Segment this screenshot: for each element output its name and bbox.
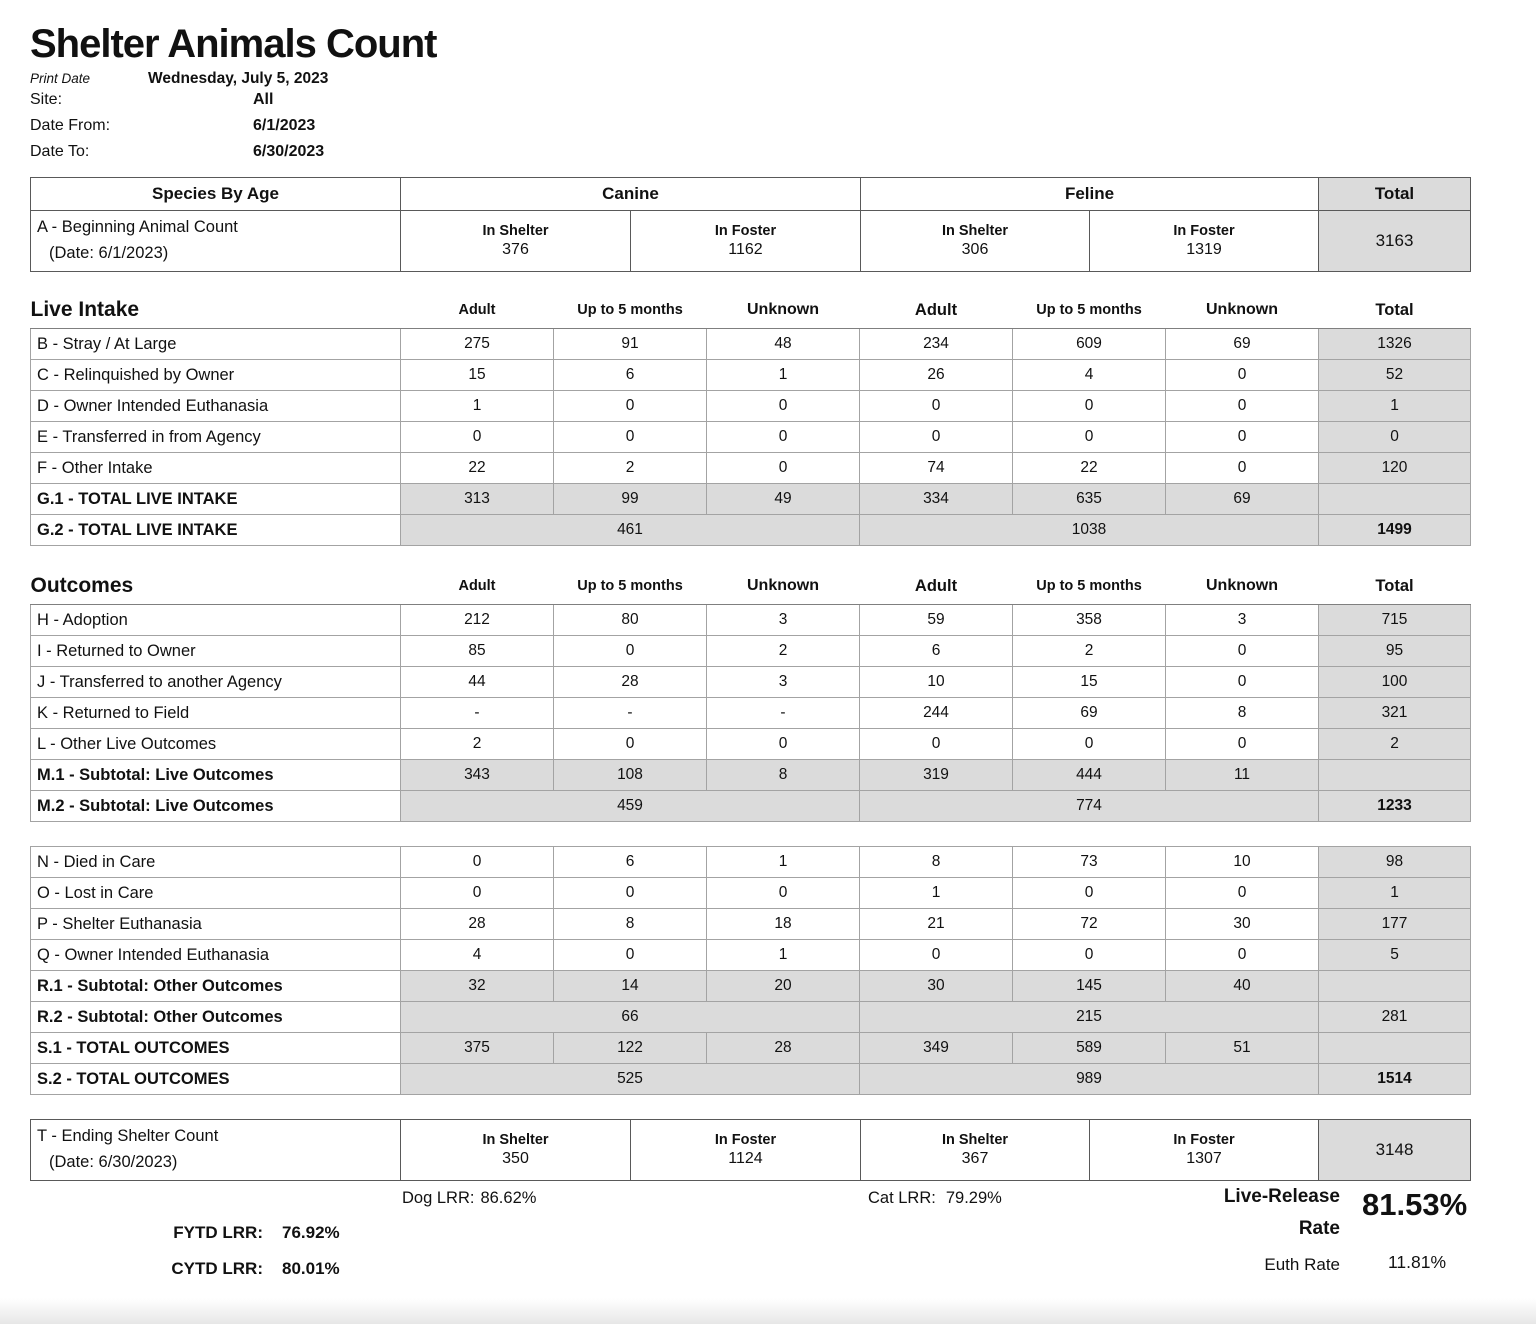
value-cell: 0 — [1013, 878, 1166, 909]
value-cell: 2 — [1013, 636, 1166, 667]
row-label — [31, 1120, 401, 1181]
col-header-feline-unknown: Unknown — [1166, 292, 1319, 329]
table-row — [31, 636, 1471, 667]
row-label: S.1 - TOTAL OUTCOMES — [31, 1033, 401, 1064]
total-cell: 177 — [1319, 909, 1471, 940]
value-cell: 2 — [554, 453, 707, 484]
value-cell: 18 — [707, 909, 860, 940]
table-row — [31, 760, 1471, 791]
report-page — [30, 22, 1470, 1313]
value-cell: 1 — [707, 940, 860, 971]
value-cell: 0 — [401, 847, 554, 878]
feline-subtotal-cell: 1038 — [860, 515, 1319, 546]
cell-value: 376 — [502, 241, 529, 258]
value-cell: 40 — [1166, 971, 1319, 1002]
value-cell: 0 — [1166, 878, 1319, 909]
total-header: Total — [1319, 178, 1471, 211]
table-row — [31, 729, 1471, 760]
total-cell: 0 — [1319, 422, 1471, 453]
total-cell — [1319, 760, 1471, 791]
total-cell: 120 — [1319, 453, 1471, 484]
table-row — [31, 791, 1471, 822]
value-cell: 0 — [554, 940, 707, 971]
cell-value: 367 — [961, 1150, 989, 1167]
row-label: J - Transferred to another Agency — [31, 667, 401, 698]
canine-in-shelter-cell — [401, 211, 631, 272]
value-cell: 0 — [707, 422, 860, 453]
value-cell: 0 — [860, 422, 1013, 453]
total-cell: 52 — [1319, 360, 1471, 391]
value-cell: 8 — [1166, 698, 1319, 729]
value-cell: 8 — [707, 760, 860, 791]
cell-head: In Foster — [1173, 223, 1235, 239]
table-row — [31, 1064, 1471, 1095]
value-cell: 0 — [1013, 940, 1166, 971]
table-row — [31, 515, 1471, 546]
table-row — [31, 667, 1471, 698]
species-by-age-header: Species By Age — [31, 178, 401, 211]
value-cell: 444 — [1013, 760, 1166, 791]
table-row — [31, 940, 1471, 971]
table-row — [31, 484, 1471, 515]
feline-subtotal-cell: 989 — [860, 1064, 1319, 1095]
live-release-rate-value: 81.53% — [1362, 1187, 1468, 1222]
value-cell: 4 — [1013, 360, 1166, 391]
value-cell: 0 — [707, 391, 860, 422]
value-cell: 73 — [1013, 847, 1166, 878]
value-cell: 0 — [1013, 729, 1166, 760]
value-cell: 91 — [554, 329, 707, 360]
total-cell: 281 — [1319, 1002, 1471, 1033]
row-label: R.1 - Subtotal: Other Outcomes — [31, 971, 401, 1002]
species-header-row — [31, 178, 1471, 211]
value-cell: 0 — [1166, 940, 1319, 971]
col-header-canine-adult: Adult — [401, 568, 554, 605]
live-intake-header-row — [31, 292, 1471, 329]
total-cell — [1319, 1033, 1471, 1064]
canine-in-foster-cell — [631, 211, 861, 272]
cell-head: In Shelter — [482, 223, 549, 239]
site-row — [30, 91, 1470, 117]
value-cell: 2 — [707, 636, 860, 667]
ending-count-table — [30, 1119, 1471, 1181]
row-label-line1: T - Ending Shelter Count — [37, 1127, 219, 1146]
table-row — [31, 453, 1471, 484]
total-cell: 1 — [1319, 878, 1471, 909]
total-cell — [1319, 484, 1471, 515]
feline-in-foster-cell — [1090, 211, 1319, 272]
value-cell: 8 — [554, 909, 707, 940]
date-from-label: Date From: — [30, 117, 111, 134]
cell-head: In Shelter — [941, 223, 1009, 239]
value-cell: 30 — [1166, 909, 1319, 940]
canine-header: Canine — [401, 178, 861, 211]
value-cell: 2 — [401, 729, 554, 760]
table-row — [31, 909, 1471, 940]
total-cell: 321 — [1319, 698, 1471, 729]
table-row — [31, 422, 1471, 453]
row-label: R.2 - Subtotal: Other Outcomes — [31, 1002, 401, 1033]
value-cell: 3 — [707, 605, 860, 636]
value-cell: 32 — [401, 971, 554, 1002]
total-cell: 1499 — [1319, 515, 1471, 546]
date-from-row — [30, 117, 1470, 143]
other-outcomes-table — [30, 846, 1471, 1095]
value-cell: 313 — [401, 484, 554, 515]
value-cell: 22 — [1013, 453, 1166, 484]
col-header-canine-adult: Adult — [401, 292, 554, 329]
row-label: K - Returned to Field — [31, 698, 401, 729]
value-cell: 0 — [860, 940, 1013, 971]
feline-subtotal-cell: 774 — [860, 791, 1319, 822]
value-cell: 244 — [860, 698, 1013, 729]
value-cell: 108 — [554, 760, 707, 791]
value-cell: 69 — [1013, 698, 1166, 729]
cell-head: In Shelter — [482, 1132, 549, 1148]
value-cell: 234 — [860, 329, 1013, 360]
live-intake-table — [30, 292, 1471, 546]
value-cell: 1 — [860, 878, 1013, 909]
value-cell: 375 — [401, 1033, 554, 1064]
total-cell: 1326 — [1319, 329, 1471, 360]
cat-lrr-value: 79.29% — [945, 1189, 1002, 1207]
page-title: Shelter Animals Count — [30, 22, 437, 66]
value-cell: 0 — [1166, 636, 1319, 667]
section-title-live-intake: Live Intake — [31, 292, 401, 329]
feline-in-foster-cell — [1090, 1120, 1319, 1181]
value-cell: 0 — [401, 878, 554, 909]
value-cell: 0 — [860, 729, 1013, 760]
table-row — [31, 605, 1471, 636]
value-cell: 0 — [401, 422, 554, 453]
value-cell: 26 — [860, 360, 1013, 391]
canine-subtotal-cell: 459 — [401, 791, 860, 822]
row-label: P - Shelter Euthanasia — [31, 909, 401, 940]
value-cell: 6 — [860, 636, 1013, 667]
row-label: S.2 - TOTAL OUTCOMES — [31, 1064, 401, 1095]
value-cell: 349 — [860, 1033, 1013, 1064]
feline-subtotal-cell: 215 — [860, 1002, 1319, 1033]
value-cell: 69 — [1166, 329, 1319, 360]
feline-in-shelter-cell — [861, 1120, 1090, 1181]
row-label: H - Adoption — [31, 605, 401, 636]
beginning-count-table — [30, 177, 1471, 272]
value-cell: 44 — [401, 667, 554, 698]
site-label: Site: — [30, 91, 63, 108]
value-cell: 0 — [554, 636, 707, 667]
row-label: L - Other Live Outcomes — [31, 729, 401, 760]
value-cell: 15 — [401, 360, 554, 391]
value-cell: 51 — [1166, 1033, 1319, 1064]
value-cell: 0 — [554, 729, 707, 760]
value-cell: 59 — [860, 605, 1013, 636]
value-cell: 635 — [1013, 484, 1166, 515]
value-cell: - — [554, 698, 707, 729]
table-row — [31, 847, 1471, 878]
value-cell: 0 — [1166, 391, 1319, 422]
cell-value: 350 — [502, 1150, 529, 1167]
value-cell: 0 — [554, 391, 707, 422]
print-date-row — [30, 70, 1470, 91]
table-row — [31, 391, 1471, 422]
print-date-label: Print Date — [30, 71, 91, 86]
value-cell: 85 — [401, 636, 554, 667]
value-cell: 0 — [707, 878, 860, 909]
date-to-value: 6/30/2023 — [253, 143, 325, 160]
total-cell: 1514 — [1319, 1064, 1471, 1095]
value-cell: 0 — [554, 422, 707, 453]
value-cell: 22 — [401, 453, 554, 484]
row-label: G.1 - TOTAL LIVE INTAKE — [31, 484, 401, 515]
value-cell: 334 — [860, 484, 1013, 515]
row-label-line2: (Date: 6/30/2023) — [49, 1153, 178, 1171]
value-cell: 28 — [401, 909, 554, 940]
cell-value: 306 — [961, 241, 989, 258]
total-cell: 95 — [1319, 636, 1471, 667]
site-value: All — [253, 91, 274, 108]
value-cell: 6 — [554, 847, 707, 878]
value-cell: 48 — [707, 329, 860, 360]
value-cell: 21 — [860, 909, 1013, 940]
col-header-canine-young: Up to 5 months — [554, 292, 707, 329]
row-label-line2: (Date: 6/1/2023) — [49, 244, 169, 262]
value-cell: 20 — [707, 971, 860, 1002]
date-to-row — [30, 143, 1470, 169]
value-cell: 275 — [401, 329, 554, 360]
outcomes-header-row — [31, 568, 1471, 605]
feline-in-shelter-cell — [861, 211, 1090, 272]
value-cell: 14 — [554, 971, 707, 1002]
cell-head: In Foster — [1173, 1132, 1235, 1148]
value-cell: 0 — [707, 729, 860, 760]
cytd-lrr-label: CYTD LRR: — [171, 1259, 263, 1278]
value-cell: 0 — [707, 453, 860, 484]
value-cell: - — [707, 698, 860, 729]
col-header-feline-unknown: Unknown — [1166, 568, 1319, 605]
total-cell: 1 — [1319, 391, 1471, 422]
table-row — [31, 360, 1471, 391]
col-header-canine-young: Up to 5 months — [554, 568, 707, 605]
cell-head: In Shelter — [941, 1132, 1009, 1148]
value-cell: 3 — [1166, 605, 1319, 636]
cell-value: 1319 — [1186, 241, 1222, 258]
canine-in-shelter-cell — [401, 1120, 631, 1181]
total-cell: 5 — [1319, 940, 1471, 971]
row-label: M.2 - Subtotal: Live Outcomes — [31, 791, 401, 822]
value-cell: 0 — [1013, 422, 1166, 453]
fytd-lrr-value: 76.92% — [282, 1223, 340, 1242]
value-cell: 358 — [1013, 605, 1166, 636]
dog-lrr-value: 86.62% — [480, 1189, 537, 1207]
euth-rate-value: 11.81% — [1388, 1252, 1447, 1272]
row-label: E - Transferred in from Agency — [31, 422, 401, 453]
row-label: F - Other Intake — [31, 453, 401, 484]
value-cell: 0 — [1166, 667, 1319, 698]
value-cell: 1 — [401, 391, 554, 422]
cat-lrr-label: Cat LRR: — [868, 1189, 936, 1207]
value-cell: 74 — [860, 453, 1013, 484]
value-cell: 4 — [401, 940, 554, 971]
row-label: M.1 - Subtotal: Live Outcomes — [31, 760, 401, 791]
value-cell: 0 — [1166, 453, 1319, 484]
cell-value: 1124 — [728, 1150, 763, 1167]
cell-value: 1307 — [1186, 1150, 1222, 1167]
value-cell: 0 — [860, 391, 1013, 422]
table-row — [31, 971, 1471, 1002]
value-cell: 145 — [1013, 971, 1166, 1002]
date-to-label: Date To: — [30, 143, 90, 160]
value-cell: 343 — [401, 760, 554, 791]
total-cell: 715 — [1319, 605, 1471, 636]
value-cell: 10 — [1166, 847, 1319, 878]
value-cell: 28 — [707, 1033, 860, 1064]
cell-head: In Foster — [714, 1132, 777, 1148]
ending-total-cell: 3148 — [1319, 1120, 1471, 1181]
dog-lrr — [402, 1189, 536, 1208]
value-cell: 28 — [554, 667, 707, 698]
row-label: N - Died in Care — [31, 847, 401, 878]
total-cell: 100 — [1319, 667, 1471, 698]
value-cell: 609 — [1013, 329, 1166, 360]
row-label: O - Lost in Care — [31, 878, 401, 909]
value-cell: 122 — [554, 1033, 707, 1064]
canine-subtotal-cell: 525 — [401, 1064, 860, 1095]
row-label — [31, 211, 401, 272]
value-cell: 72 — [1013, 909, 1166, 940]
value-cell: 319 — [860, 760, 1013, 791]
euth-rate-label: Euth Rate — [1264, 1255, 1340, 1274]
total-cell — [1319, 971, 1471, 1002]
col-header-total: Total — [1319, 568, 1471, 605]
value-cell: 80 — [554, 605, 707, 636]
col-header-canine-unknown: Unknown — [707, 568, 860, 605]
beginning-count-row — [31, 211, 1471, 272]
value-cell: 30 — [860, 971, 1013, 1002]
col-header-canine-unknown: Unknown — [707, 292, 860, 329]
table-row — [31, 698, 1471, 729]
value-cell: 1 — [707, 847, 860, 878]
table-row — [31, 1033, 1471, 1064]
footer-stats — [30, 1181, 1470, 1313]
value-cell: 49 — [707, 484, 860, 515]
value-cell: 3 — [707, 667, 860, 698]
value-cell: 0 — [1166, 729, 1319, 760]
col-header-feline-young: Up to 5 months — [1013, 292, 1166, 329]
value-cell: 10 — [860, 667, 1013, 698]
cytd-lrr-value: 80.01% — [282, 1259, 340, 1278]
table-row — [31, 329, 1471, 360]
outcomes-table — [30, 568, 1471, 822]
cell-value: 1162 — [728, 241, 763, 258]
table-row — [31, 878, 1471, 909]
value-cell: 0 — [1013, 391, 1166, 422]
row-label: D - Owner Intended Euthanasia — [31, 391, 401, 422]
print-date-value: Wednesday, July 5, 2023 — [148, 70, 329, 87]
value-cell: 6 — [554, 360, 707, 391]
value-cell: 11 — [1166, 760, 1319, 791]
col-header-feline-adult: Adult — [860, 292, 1013, 329]
value-cell: 0 — [554, 878, 707, 909]
value-cell: 212 — [401, 605, 554, 636]
section-title-outcomes: Outcomes — [31, 568, 401, 605]
fytd-lrr-label: FYTD LRR: — [173, 1223, 263, 1242]
value-cell: 15 — [1013, 667, 1166, 698]
total-cell: 2 — [1319, 729, 1471, 760]
value-cell: 69 — [1166, 484, 1319, 515]
live-release-rate-label: Live-Release Rate — [1223, 1186, 1340, 1240]
total-cell: 1233 — [1319, 791, 1471, 822]
value-cell: - — [401, 698, 554, 729]
col-header-feline-adult: Adult — [860, 568, 1013, 605]
date-from-value: 6/1/2023 — [253, 117, 316, 134]
row-label: B - Stray / At Large — [31, 329, 401, 360]
col-header-total: Total — [1319, 292, 1471, 329]
ending-count-row — [31, 1120, 1471, 1181]
row-label-line1: A - Beginning Animal Count — [37, 218, 238, 237]
beginning-total-cell: 3163 — [1319, 211, 1471, 272]
value-cell: 0 — [1166, 360, 1319, 391]
cat-lrr — [868, 1189, 1002, 1208]
col-header-feline-young: Up to 5 months — [1013, 568, 1166, 605]
feline-header: Feline — [861, 178, 1319, 211]
value-cell: 0 — [1166, 422, 1319, 453]
row-label: C - Relinquished by Owner — [31, 360, 401, 391]
table-row — [31, 1002, 1471, 1033]
value-cell: 99 — [554, 484, 707, 515]
total-cell: 98 — [1319, 847, 1471, 878]
dog-lrr-label: Dog LRR: — [402, 1189, 475, 1207]
cell-head: In Foster — [714, 223, 777, 239]
canine-subtotal-cell: 66 — [401, 1002, 860, 1033]
canine-in-foster-cell — [631, 1120, 861, 1181]
value-cell: 8 — [860, 847, 1013, 878]
value-cell: 1 — [707, 360, 860, 391]
row-label: I - Returned to Owner — [31, 636, 401, 667]
row-label: G.2 - TOTAL LIVE INTAKE — [31, 515, 401, 546]
value-cell: 589 — [1013, 1033, 1166, 1064]
row-label: Q - Owner Intended Euthanasia — [31, 940, 401, 971]
canine-subtotal-cell: 461 — [401, 515, 860, 546]
